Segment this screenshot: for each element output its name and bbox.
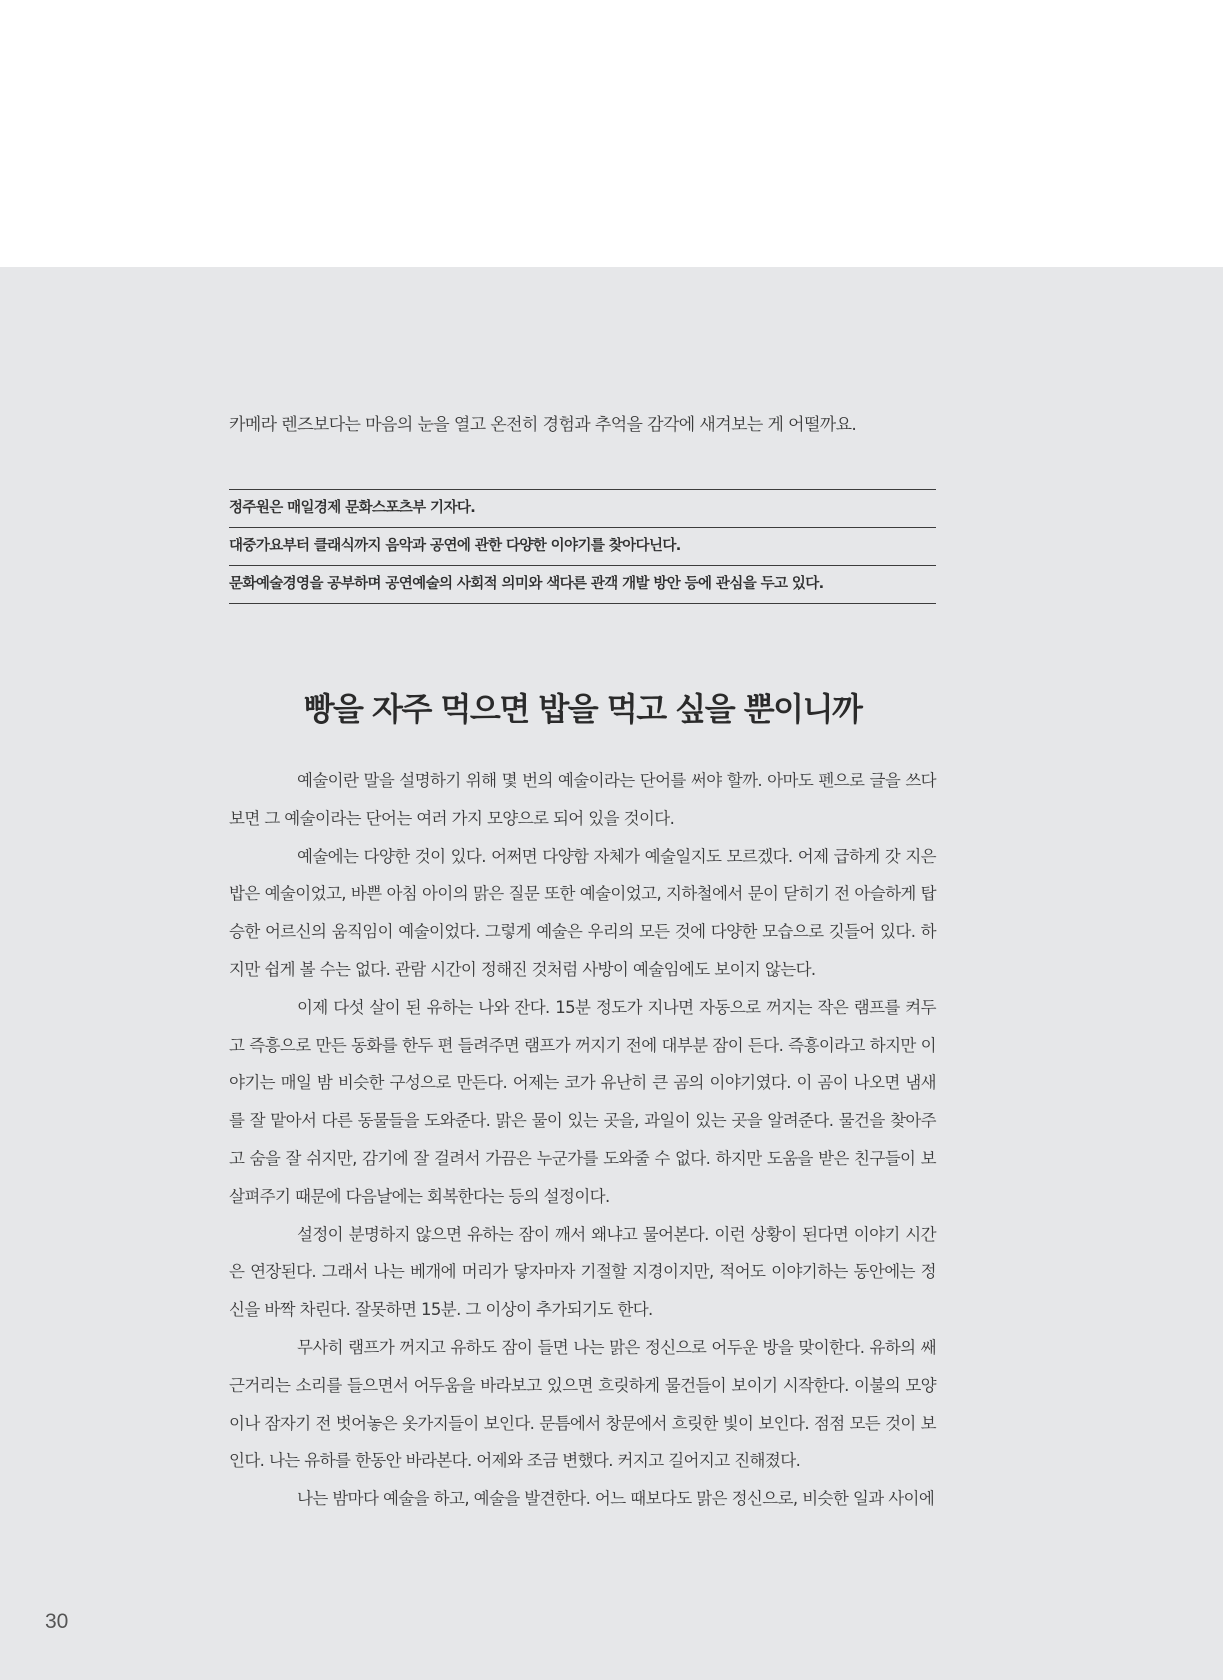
author-bio-line: 정주원은 매일경제 문화스포츠부 기자다.: [229, 490, 936, 528]
essay-paragraph: 예술이란 말을 설명하기 위해 몇 번의 예술이라는 단어를 써야 할까. 아마도 펜으로 글을 쓰다보면 그 예술이라는 단어는 여러 가지 모양으로 되어 있을 것이다.: [229, 771, 936, 828]
author-bio-line: 대중가요부터 클래식까지 음악과 공연에 관한 다양한 이야기를 찾아다닌다.: [229, 528, 936, 566]
author-bio-box: [229, 489, 936, 604]
essay-body: [229, 762, 936, 1518]
author-bio-line: 문화예술경영을 공부하며 공연예술의 사회적 의미와 색다른 관객 개발 방안 등에 관심을 두고 있다.: [229, 566, 936, 604]
intro-closing-line: 카메라 렌즈보다는 마음의 눈을 열고 온전히 경험과 추억을 감각에 새겨보는 게 어떨까요.: [229, 415, 857, 435]
essay-paragraph: 이제 다섯 살이 된 유하는 나와 잔다. 15분 정도가 지나면 자동으로 꺼지는 작은 램프를 켜두고 즉흥으로 만든 동화를 한두 편 들려주면 램프가 꺼지기 전에 대부분 잠이 든다. 즉흥이라고 하지만 이야기는 매일 밤 비슷한 구성으로 만든다. 어제는 코가 유난히 큰 곰의 이야기였다. 이 곰이 나오면 냄새를 잘 맡아서 다른 동물들을 도와준다. 맑은 물이 있는 곳을, 과일이 있는 곳을 알려준다. 물건을 찾아주고 숨을 잘 쉬지만, 감기에 잘 걸려서 가끔은 누군가를 도와줄 수 없다. 하지만 도움을 받은 친구들이 보살펴주기 때문에 다음날에는 회복한다는 등의 설정이다.: [229, 997, 936, 1206]
essay-title: 빵을 자주 먹으면 밥을 먹고 싶을 뿐이니까: [303, 690, 862, 728]
page-number: 30: [45, 1610, 69, 1633]
essay-paragraph: 예술에는 다양한 것이 있다. 어쩌면 다양함 자체가 예술일지도 모르겠다. 어제 급하게 갓 지은 밥은 예술이었고, 바쁜 아침 아이의 맑은 질문 또한 예술이었고, 지하철에서 문이 닫히기 전 아슬하게 탑승한 어르신의 움직임이 예술이었다. 그렇게 예술은 우리의 모든 것에 다양한 모습으로 깃들어 있다. 하지만 쉽게 볼 수는 없다. 관람 시간이 정해진 것처럼 사방이 예술임에도 보이지 않는다.: [229, 846, 936, 979]
essay-paragraph: 나는 밤마다 예술을 하고, 예술을 발견한다. 어느 때보다도 맑은 정신으로, 비슷한 일과 사이에: [297, 1489, 935, 1509]
essay-paragraph: 무사히 램프가 꺼지고 유하도 잠이 들면 나는 맑은 정신으로 어두운 방을 맞이한다. 유하의 쌔근거리는 소리를 들으면서 어두움을 바라보고 있으면 흐릿하게 물건들이 보이기 시작한다. 이불의 모양이나 잠자기 전 벗어놓은 옷가지들이 보인다. 문틈에서 창문에서 흐릿한 빛이 보인다. 점점 모든 것이 보인다. 나는 유하를 한동안 바라본다. 어제와 조금 변했다. 커지고 길어지고 진해졌다.: [229, 1337, 936, 1471]
top-blank-area: [0, 0, 1223, 267]
essay-paragraph: 설정이 분명하지 않으면 유하는 잠이 깨서 왜냐고 물어본다. 이런 상황이 된다면 이야기 시간은 연장된다. 그래서 나는 베개에 머리가 닿자마자 기절할 지경이지만, 적어도 이야기하는 동안에는 정신을 바짝 차린다. 잘못하면 15분. 그 이상이 추가되기도 한다.: [229, 1224, 936, 1320]
